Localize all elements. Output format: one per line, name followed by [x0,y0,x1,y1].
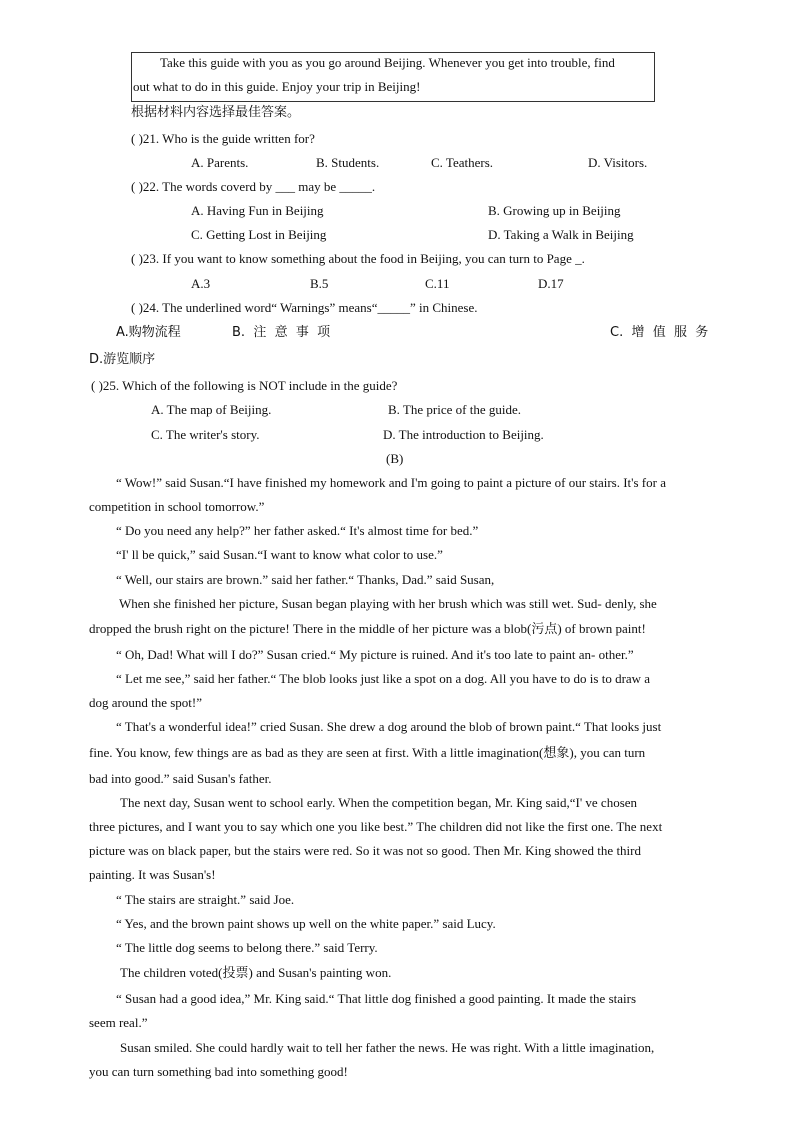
story-line: Susan smiled. She could hardly wait to tell her father the news. He was right. With a little imagination, [120,1040,655,1055]
q25-option-a: A. The map of Beijing. [151,402,272,417]
q24-option-c: C. 增 值 服 务 [610,325,709,340]
story-line: dog around the spot!” [89,695,203,710]
story-line: fine. You know, few things are as bad as they are seen at first. With a little imagination(想象), you can turn [89,745,646,760]
q24-option-d: D.游览顺序 [89,352,156,367]
story-line: “ Well, our stairs are brown.” said her father.“ Thanks, Dad.” said Susan, [116,572,495,587]
story-line: “ Susan had a good idea,” Mr. King said.“ That little dog finished a good painting. It made the stairs [116,991,637,1006]
q23-option-a: A.3 [191,276,211,291]
story-line: “ The little dog seems to belong there.” said Terry. [116,940,378,955]
story-line: picture was on black paper, but the stairs were red. So it was not so good. Then Mr. King showed the third [89,843,641,858]
story-line: The children voted(投票) and Susan's painting won. [120,965,392,980]
intro-line-1: Take this guide with you as you go around Beijing. Whenever you get into trouble, find [160,55,615,70]
intro-line-2: out what to do in this guide. Enjoy your trip in Beijing! [133,79,421,94]
story-line: “ Oh, Dad! What will I do?” Susan cried.“ My picture is ruined. And it's too late to paint an- other.” [116,647,634,662]
q21-option-c: C. Teathers. [431,155,494,170]
story-line: “ Do you need any help?” her father asked.“ It's almost time for bed.” [116,523,479,538]
question-21: ( )21. Who is the guide written for? [131,131,315,146]
q24-option-b: B. 注 意 事 项 [232,325,331,340]
q21-option-d: D. Visitors. [588,155,648,170]
story-line: When she finished her picture, Susan began playing with her brush which was still wet. Sud- denly, she [119,596,657,611]
q22-option-b: B. Growing up in Beijing [488,203,621,218]
story-line: painting. It was Susan's! [89,867,216,882]
q23-option-d: D.17 [538,276,564,291]
q22-option-c: C. Getting Lost in Beijing [191,227,327,242]
q22-option-a: A. Having Fun in Beijing [191,203,324,218]
story-line: “ The stairs are straight.” said Joe. [116,892,295,907]
q25-option-d: D. The introduction to Beijing. [383,427,544,442]
q24-option-a: A.购物流程 [116,325,181,340]
story-line: bad into good.” said Susan's father. [89,771,272,786]
question-25: ( )25. Which of the following is NOT include in the guide? [91,378,398,393]
instruction: 根据材料内容选择最佳答案。 [131,105,301,120]
story-line: “ Wow!” said Susan.“I have finished my homework and I'm going to paint a picture of our stairs. It's for a [116,475,666,490]
story-line: “ Yes, and the brown paint shows up well on the white paper.” said Lucy. [116,916,496,931]
story-line: you can turn something bad into something good! [89,1064,348,1079]
q25-option-b: B. The price of the guide. [388,402,521,417]
q25-option-c: C. The writer's story. [151,427,260,442]
story-line: dropped the brush right on the picture! There in the middle of her picture was a blob(污点) of brown paint! [89,621,646,636]
q23-option-c: C.11 [425,276,450,291]
q21-option-a: A. Parents. [191,155,249,170]
question-22: ( )22. The words coverd by ___ may be _____. [131,179,376,194]
story-line: competition in school tomorrow.” [89,499,265,514]
section-b-heading: (B) [386,451,404,466]
story-line: seem real.” [89,1015,148,1030]
question-23: ( )23. If you want to know something about the food in Beijing, you can turn to Page _. [131,251,585,266]
q23-option-b: B.5 [310,276,329,291]
q22-option-d: D. Taking a Walk in Beijing [488,227,634,242]
story-line: “I' ll be quick,” said Susan.“I want to know what color to use.” [116,547,443,562]
q21-option-b: B. Students. [316,155,380,170]
story-line: The next day, Susan went to school early. When the competition began, Mr. King said,“I' ve chosen [120,795,638,810]
story-line: “ That's a wonderful idea!” cried Susan. She drew a dog around the blob of brown paint.“ That looks just [116,719,662,734]
question-24: ( )24. The underlined word“ Warnings” means“_____” in Chinese. [131,300,478,315]
story-line: three pictures, and I want you to say which one you like best.” The children did not like the first one. The next [89,819,663,834]
story-line: “ Let me see,” said her father.“ The blob looks just like a spot on a dog. All you have to do is to draw a [116,671,651,686]
